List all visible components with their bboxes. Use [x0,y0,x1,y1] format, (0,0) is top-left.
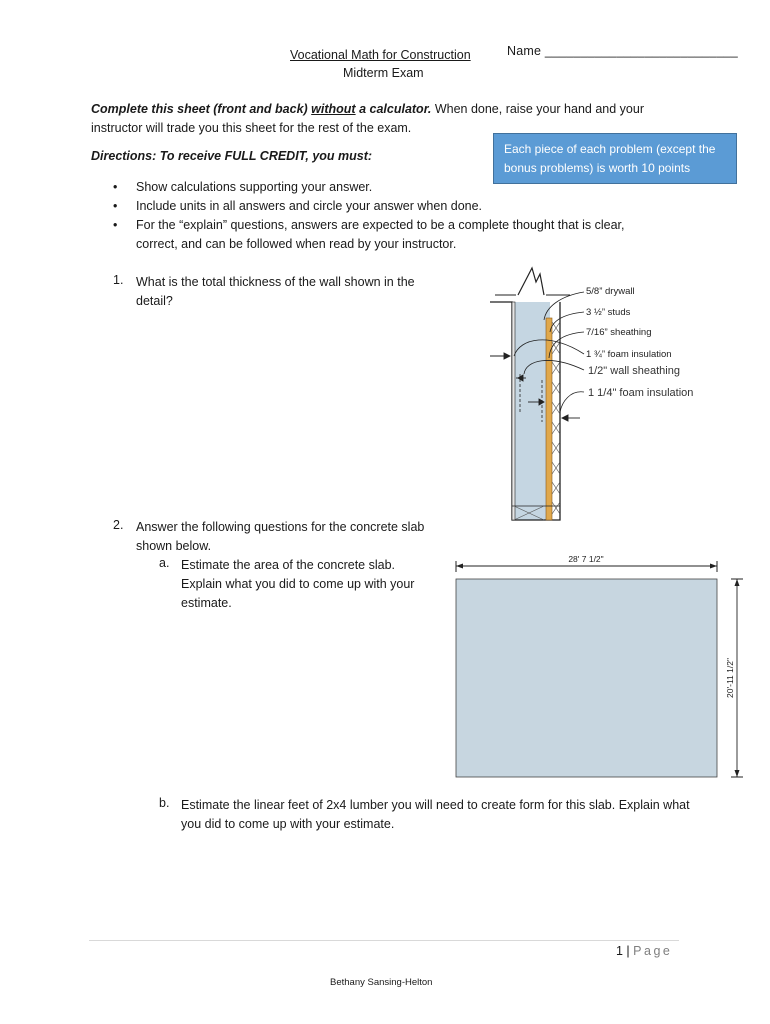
page-number: 1 | Page [616,944,673,958]
list-item: • For the “explain” questions, answers are expected to be a complete thought that is clear, correct, and can be followed when read by your instructor. [113,218,625,251]
q2b-text: Estimate the linear feet of 2x4 lumber you will need to create form for this slab. Explain what you did to come up with your estimate. [181,798,690,831]
exam-subtitle: Midterm Exam [343,66,424,80]
name-line: Name ___________________________ [507,44,738,58]
q2a-letter: a. [159,556,170,570]
q2a-text: Estimate the area of the concrete slab. Explain what you did to come up with your estimate. [181,558,415,610]
bullet-icon: • [113,218,118,232]
label-drywall: 5/8” drywall [586,286,635,297]
list-item: • Include units in all answers and circle your answer when done. [113,197,653,216]
list-item: • Show calculations supporting your answer. [113,178,653,197]
intro-bold-1: Complete this sheet (front and back) [91,102,312,116]
intro-without: without [311,102,356,116]
label-wall-sheathing: 1/2" wall sheathing [588,365,680,377]
wall-detail-drawing [480,262,720,524]
label-studs: 3 ½” studs [586,307,631,318]
label-foam: 1 ¾” foam insulation [586,349,672,360]
wall-cavity [512,302,550,520]
slab-width-label: 28' 7 1/2" [568,554,604,564]
q2-text: Answer the following questions for the concrete slab shown below. [136,520,425,553]
label-foam-insulation: 1 1/4" foam insulation [588,387,694,399]
points-callout: Each piece of each problem (except the bonus problems) is worth 10 points [493,133,737,184]
q2-number: 2. [113,518,124,532]
slab-rect [456,579,717,777]
q1-number: 1. [113,273,124,287]
bullet-icon: • [113,180,118,194]
author-name: Bethany Sansing-Helton [330,977,433,988]
exam-title: Vocational Math for Construction [290,48,471,62]
concrete-slab-drawing [453,552,748,782]
intro-rest: When done, raise your hand and your instructor will trade you this sheet for the rest of the exam. [91,102,644,135]
q2b-letter: b. [159,796,170,810]
q1-text: What is the total thickness of the wall shown in the detail? [136,275,415,308]
footer-divider [89,940,679,941]
slab-height-label: 20'-11 1/2" [725,658,735,698]
directions-list [113,178,653,254]
break-line-icon [518,268,544,295]
directions-heading: Directions: To receive FULL CREDIT, you must: [91,149,373,163]
intro-bold-2: a calculator. [355,102,432,116]
bullet-icon: • [113,199,118,213]
label-sheathing: 7/16” sheathing [586,327,652,338]
